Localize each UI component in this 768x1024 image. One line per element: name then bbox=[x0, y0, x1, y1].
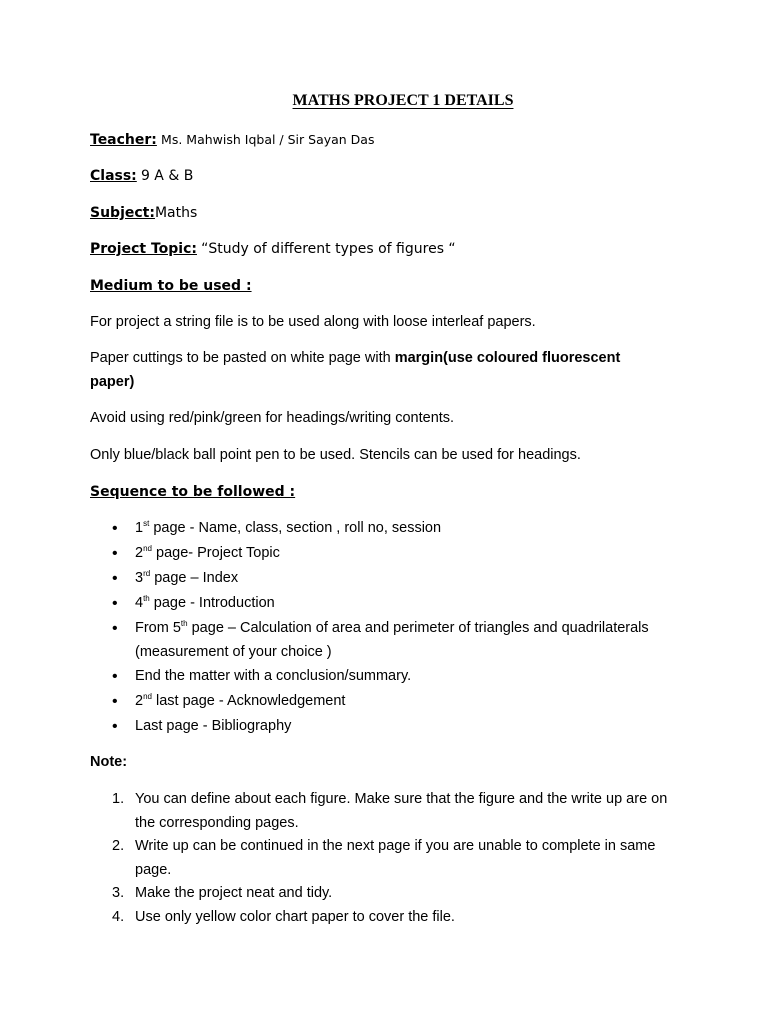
item-text-cont: (measurement of your choice ) bbox=[135, 644, 332, 660]
topic-label: Project Topic: bbox=[90, 241, 197, 257]
note-heading: Note: bbox=[90, 754, 128, 770]
item-prefix: From 5 bbox=[135, 620, 181, 636]
bullet-icon: • bbox=[112, 718, 118, 735]
medium-line-1: For project a string file is to be used along with loose interleaf papers. bbox=[90, 314, 536, 330]
item-text: Last page - Bibliography bbox=[135, 718, 292, 734]
item-number: 2 bbox=[135, 545, 144, 561]
item-text: page- Project Topic bbox=[151, 545, 280, 561]
item-ordinal: st bbox=[143, 519, 150, 528]
medium-line-2-cont: paper) bbox=[90, 374, 135, 390]
medium-heading-text: Medium to be used : bbox=[90, 278, 252, 294]
item-number: 4. bbox=[112, 909, 125, 925]
item-number: 3. bbox=[112, 885, 125, 901]
bullet-icon: • bbox=[112, 620, 118, 637]
page-title: MATHS PROJECT 1 DETAILS bbox=[292, 92, 514, 109]
item-number: 2. bbox=[112, 838, 125, 854]
bullet-icon: • bbox=[112, 545, 118, 562]
item-ordinal: th bbox=[143, 594, 150, 603]
class-value: 9 A & B bbox=[140, 168, 194, 184]
item-text: Write up can be continued in the next page if you are unable to complete in same bbox=[135, 838, 656, 854]
bullet-icon: • bbox=[112, 693, 118, 710]
medium-line-2-text: Paper cuttings to be pasted on white page with bbox=[90, 350, 395, 366]
item-text: last page - Acknowledgement bbox=[151, 693, 346, 709]
item-number: 1. bbox=[112, 791, 125, 807]
item-ordinal: th bbox=[180, 619, 188, 628]
item-number: 4 bbox=[135, 595, 144, 611]
subject-line bbox=[90, 205, 197, 221]
item-number: 3 bbox=[135, 570, 144, 586]
subject-label: Subject: bbox=[90, 205, 155, 221]
medium-line-3: Avoid using red/pink/green for headings/writing contents. bbox=[90, 410, 455, 426]
teacher-line bbox=[90, 132, 374, 148]
item-number: 1 bbox=[135, 520, 144, 536]
item-text: Make the project neat and tidy. bbox=[135, 885, 333, 901]
class-label: Class: bbox=[90, 168, 137, 184]
teacher-label: Teacher: bbox=[90, 132, 157, 148]
item-text: Use only yellow color chart paper to cover the file. bbox=[135, 909, 455, 925]
item-number: 2 bbox=[135, 693, 144, 709]
item-text-cont: the corresponding pages. bbox=[135, 815, 299, 831]
item-ordinal: nd bbox=[143, 692, 152, 701]
item-text: page – Calculation of area and perimeter of triangles and quadrilaterals bbox=[187, 620, 649, 636]
sequence-heading-text: Sequence to be followed : bbox=[90, 484, 296, 500]
class-line bbox=[90, 168, 193, 184]
item-ordinal: rd bbox=[143, 569, 151, 578]
medium-heading bbox=[90, 278, 252, 294]
sequence-heading bbox=[90, 484, 295, 500]
item-text: You can define about each figure. Make sure that the figure and the write up are on bbox=[135, 791, 668, 807]
topic-value: “Study of different types of figures “ bbox=[201, 241, 456, 257]
bullet-icon: • bbox=[112, 595, 118, 612]
bullet-icon: • bbox=[112, 668, 118, 685]
item-ordinal: nd bbox=[143, 544, 152, 553]
item-text-cont: page. bbox=[135, 862, 172, 878]
bullet-icon: • bbox=[112, 520, 118, 537]
item-text: End the matter with a conclusion/summary. bbox=[135, 668, 412, 684]
topic-line bbox=[90, 241, 456, 257]
subject-value: Maths bbox=[154, 205, 198, 221]
item-text: page – Index bbox=[150, 570, 239, 586]
medium-line-4: Only blue/black ball point pen to be used. Stencils can be used for headings. bbox=[90, 447, 581, 463]
bullet-icon: • bbox=[112, 570, 118, 587]
item-text: page - Introduction bbox=[149, 595, 275, 611]
item-text: page - Name, class, section , roll no, session bbox=[149, 520, 442, 536]
teacher-value: Ms. Mahwish Iqbal / Sir Sayan Das bbox=[161, 132, 375, 147]
medium-line-2-bold: margin(use coloured fluorescent bbox=[394, 350, 621, 366]
medium-line-2 bbox=[90, 350, 620, 366]
